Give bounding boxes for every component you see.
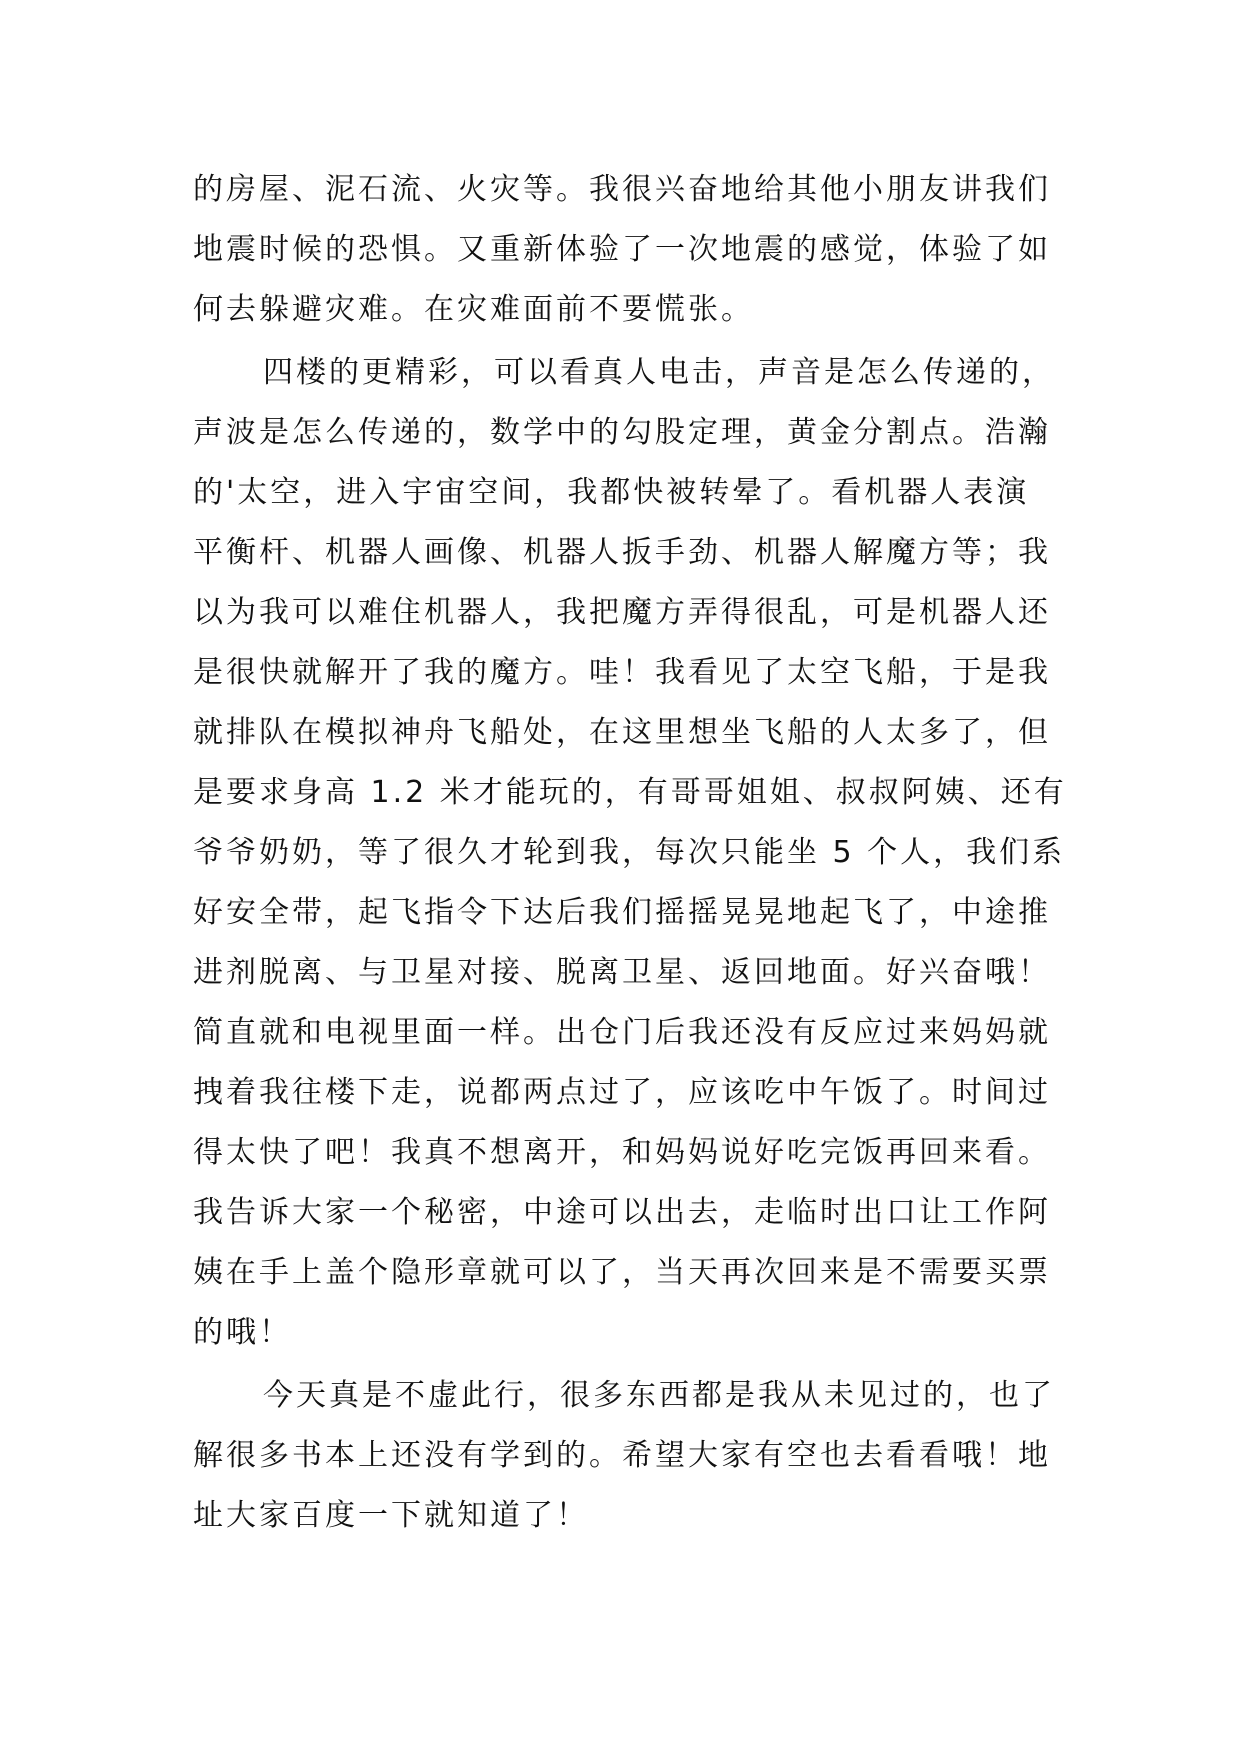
paragraph-line: 是很快就解开了我的魔方。哇！我看见了太空飞船，于是我 (193, 655, 1051, 690)
paragraph-line: 我告诉大家一个秘密，中途可以出去，走临时出口让工作阿 (193, 1195, 1051, 1230)
paragraph-line: 简直就和电视里面一样。出仓门后我还没有反应过来妈妈就 (193, 1015, 1051, 1050)
paragraph-line: 的哦！ (193, 1315, 292, 1350)
document-body (193, 160, 1073, 1546)
paragraph-line: 姨在手上盖个隐形章就可以了，当天再次回来是不需要买票 (193, 1255, 1051, 1290)
paragraph-line: 爷爷奶奶，等了很久才轮到我，每次只能坐 5 个人，我们系 (193, 835, 1066, 870)
paragraph-line: 拽着我往楼下走，说都两点过了，应该吃中午饭了。时间过 (193, 1075, 1051, 1110)
paragraph-line: 的'太空，进入宇宙空间，我都快被转晕了。看机器人表演 (193, 475, 1030, 510)
paragraph-line: 进剂脱离、与卫星对接、脱离卫星、返回地面。好兴奋哦！ (193, 955, 1051, 990)
paragraph-line: 得太快了吧！我真不想离开，和妈妈说好吃完饭再回来看。 (193, 1135, 1051, 1170)
paragraph-line: 好安全带，起飞指令下达后我们摇摇晃晃地起飞了，中途推 (193, 895, 1051, 930)
paragraph-line: 地震时候的恐惧。又重新体验了一次地震的感觉，体验了如 (193, 232, 1051, 267)
paragraph-line: 的房屋、泥石流、火灾等。我很兴奋地给其他小朋友讲我们 (193, 172, 1051, 207)
paragraph-line: 解很多书本上还没有学到的。希望大家有空也去看看哦！地 (193, 1438, 1051, 1473)
paragraph-line: 平衡杆、机器人画像、机器人扳手劲、机器人解魔方等；我 (193, 535, 1051, 570)
paragraph-1 (193, 160, 1073, 340)
paragraph-3 (193, 1366, 1073, 1546)
paragraph-line: 就排队在模拟神舟飞船处，在这里想坐飞船的人太多了，但 (193, 715, 1051, 750)
paragraph-2 (193, 343, 1073, 1363)
paragraph-line: 四楼的更精彩，可以看真人电击，声音是怎么传递的， (263, 355, 1055, 390)
paragraph-line: 是要求身高 1.2 米才能玩的，有哥哥姐姐、叔叔阿姨、还有 (193, 775, 1067, 810)
paragraph-line: 以为我可以难住机器人，我把魔方弄得很乱，可是机器人还 (193, 595, 1051, 630)
paragraph-line: 何去躲避灾难。在灾难面前不要慌张。 (193, 292, 754, 327)
paragraph-line: 今天真是不虚此行，很多东西都是我从未见过的，也了 (263, 1378, 1055, 1413)
paragraph-line: 址大家百度一下就知道了！ (193, 1498, 589, 1533)
paragraph-line: 声波是怎么传递的，数学中的勾股定理，黄金分割点。浩瀚 (193, 415, 1051, 450)
